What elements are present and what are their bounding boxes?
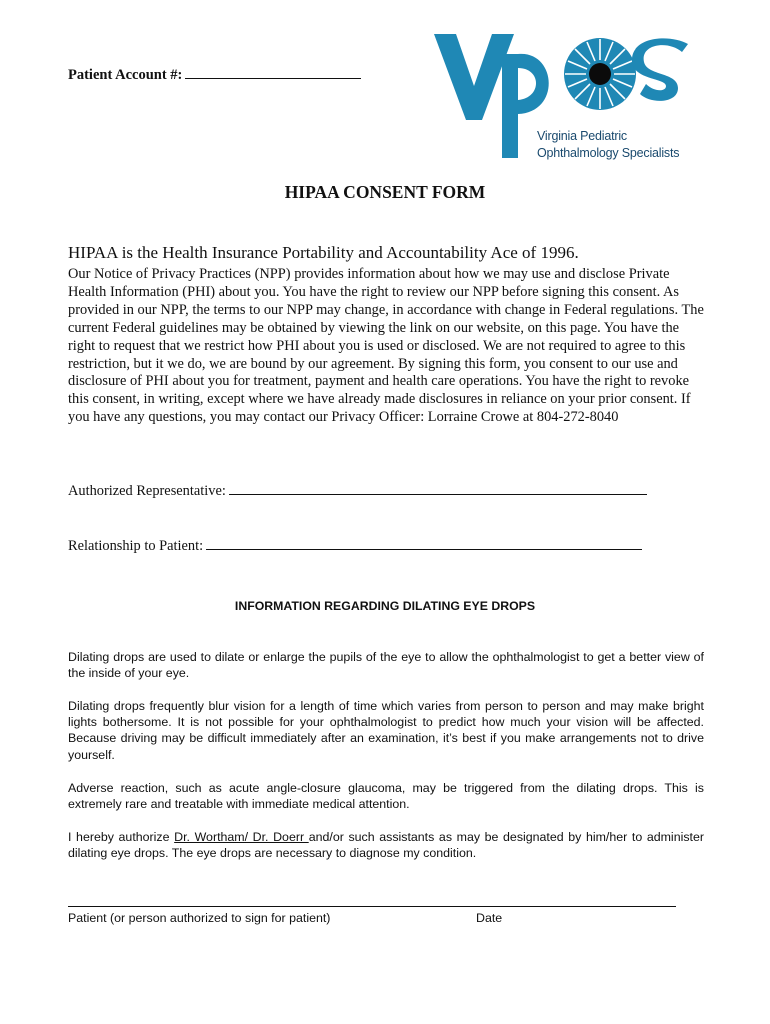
logo-letter-s xyxy=(632,38,688,100)
page-title: HIPAA CONSENT FORM xyxy=(284,182,486,202)
relationship-field[interactable] xyxy=(68,536,642,555)
privacy-paragraph: Our Notice of Privacy Practices (NPP) provides information about how we may use and disclose Private Health Information (PHI) about you. You have the right to review our NPP before signing this consent. As provided in our NPP, the terms to our NPP may change, in accordance with change in Federal regulations. The current Federal guidelines may be obtained by viewing the link on our website, on this page. You have the right to request that we restrict how PHI about you is used or disclosed. We are not required to agree to this restriction, but it we do, we are bound by our agreement. By signing this form, you consent to our use and disclosure of PHI about you for treatment, payment and health care operations. You have the right to revoke this consent, in writing, except where we have already made disclosures in reliance on your prior consent. If you have any questions, you may contact our Privacy Officer: Lorraine Crowe at 804-272-8040 xyxy=(68,266,704,426)
hipaa-definition: HIPAA is the Health Insurance Portability and Accountability Ace of 1996. xyxy=(68,243,579,262)
logo-org-name xyxy=(537,128,679,162)
relationship-label: Relationship to Patient: xyxy=(68,538,204,554)
authorization-suffix: and/or such assistants as may be designated by him/her to administer dilating eye drops. The eye drops are necessary to diagnose my condition. xyxy=(68,830,704,861)
authorized-doctors: Dr. Wortham/ Dr. Doerr xyxy=(174,830,309,844)
patient-signature-label: Patient (or person authorized to sign for patient) xyxy=(68,911,331,925)
patient-account-label: Patient Account #: xyxy=(68,67,183,83)
authorization-prefix: I hereby authorize xyxy=(68,830,175,844)
dilating-paragraph-1: Dilating drops are used to dilate or enlarge the pupils of the eye to allow the ophthalmologist to get a better view of the inside of your eye. xyxy=(68,650,704,681)
logo-letter-p-stem xyxy=(502,54,518,158)
logo-org-line1: Virginia Pediatric xyxy=(537,129,627,143)
authorized-representative-blank[interactable] xyxy=(229,481,647,495)
authorized-representative-field[interactable] xyxy=(68,481,647,500)
authorization-paragraph xyxy=(68,829,704,861)
dilating-paragraph-3: Adverse reaction, such as acute angle-closure glaucoma, may be triggered from the dilating drops. This is extremely rare and treatable with immediate medical attention. xyxy=(68,781,704,812)
patient-account-field[interactable] xyxy=(68,64,361,84)
signature-line[interactable] xyxy=(68,906,676,907)
authorized-representative-label: Authorized Representative: xyxy=(68,483,226,499)
logo-letter-p-bowl xyxy=(518,54,549,114)
dilating-paragraph-2: Dilating drops frequently blur vision for a length of time which varies from person to person and may make bright lights bothersome. It is not possible for your ophthalmologist to predict how much your vision will be affected. Because driving may be difficult immediately after an examination, it’s best if you make arrangements not to drive yourself. xyxy=(68,699,704,762)
relationship-blank[interactable] xyxy=(206,536,642,550)
date-label: Date xyxy=(476,911,503,925)
dilating-drops-heading: INFORMATION REGARDING DILATING EYE DROPS xyxy=(234,599,536,613)
logo-eye-sunburst xyxy=(564,38,636,110)
logo-org-line2: Ophthalmology Specialists xyxy=(537,146,680,160)
patient-account-blank[interactable] xyxy=(185,64,361,79)
